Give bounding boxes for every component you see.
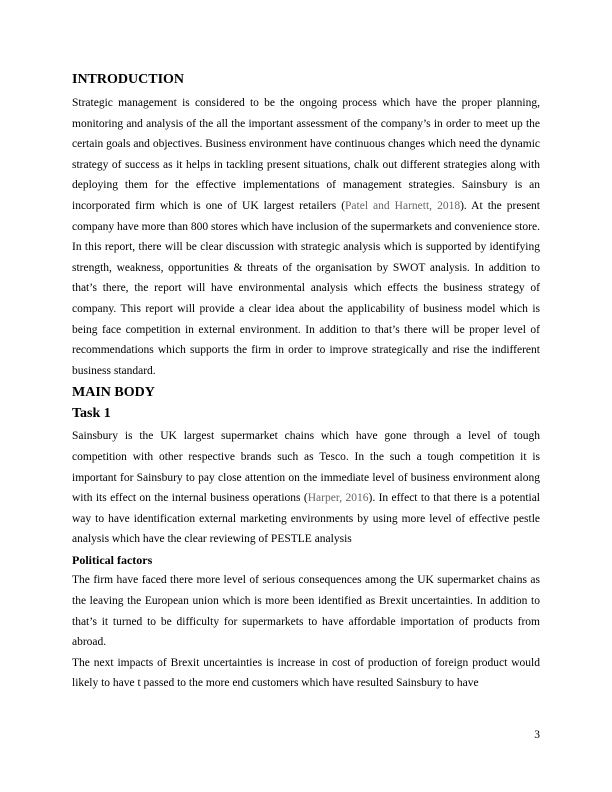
task-1-heading: Task 1: [72, 406, 111, 422]
task-1-text-start: Sainsbury is the UK largest supermarket chains which have gone through a level of tough competition with other respective brands such as Tesco. In the such a tough competition it is important for Sainsbury to pay close attention on the immediate level of business environment along with its effect on the internal business operations (: [72, 430, 540, 505]
task-1-paragraph: [72, 426, 540, 550]
page-number: 3: [534, 729, 540, 741]
introduction-text-start: Strategic management is considered to be the ongoing process which have the proper planning, monitoring and analysis of the all the important assessment of the company’s in order to meet up the certain goals and objectives. Business environment have continuous changes which need the dynamic strategy of success as it helps in tackling present situations, chalk out different strategies along with deploying them for the effective implementations of management strategies. Sainsbury is an incorporated firm which is one of UK largest retailers (: [72, 97, 540, 212]
political-factors-paragraph: The firm have faced there more level of serious consequences among the UK supermarket chains as the leaving the European union which is more been identified as Brexit uncertainties. In addition to that’s it turned to be difficulty for supermarkets to have affordable importation of products from abroad.: [72, 574, 540, 649]
brexit-impact-paragraph: The next impacts of Brexit uncertainties is increase in cost of production of foreign product would likely to have t passed to the more end customers which have resulted Sainsbury to have: [72, 656, 540, 690]
introduction-heading: INTRODUCTION: [72, 72, 185, 87]
task-1-text-end: ). In effect to that there is a potential way to have identification external marketing environments by using more level of effective pestle analysis which have the clear reviewing of PESTLE analysis: [72, 492, 541, 546]
citation-patel-harnett: Patel and Harnett, 2018: [345, 199, 461, 212]
introduction-text-end: ). At the present company have more than 800 stores which have inclusion of the supermarkets and convenience store. In this report, there will be clear discussion with strategic analysis which is supported by identifying strength, weakness, opportunities & threats of the organisation by SWOT analysis. In addition to that’s there, the report will have environmental analysis which effects the business strategy of company. This report will provide a clear idea about the applicability of business model which is being face competition in external environment. In addition to that’s there will be proper level of recommendations which supports the firm in order to improve strategically and rise the indifferent business standard.: [72, 199, 540, 377]
political-factors-heading: Political factors: [72, 552, 153, 567]
citation-harper: Harper, 2016: [307, 492, 369, 505]
main-body-heading: MAIN BODY: [72, 385, 155, 401]
introduction-paragraph: [72, 93, 540, 381]
document-page: [72, 71, 540, 694]
